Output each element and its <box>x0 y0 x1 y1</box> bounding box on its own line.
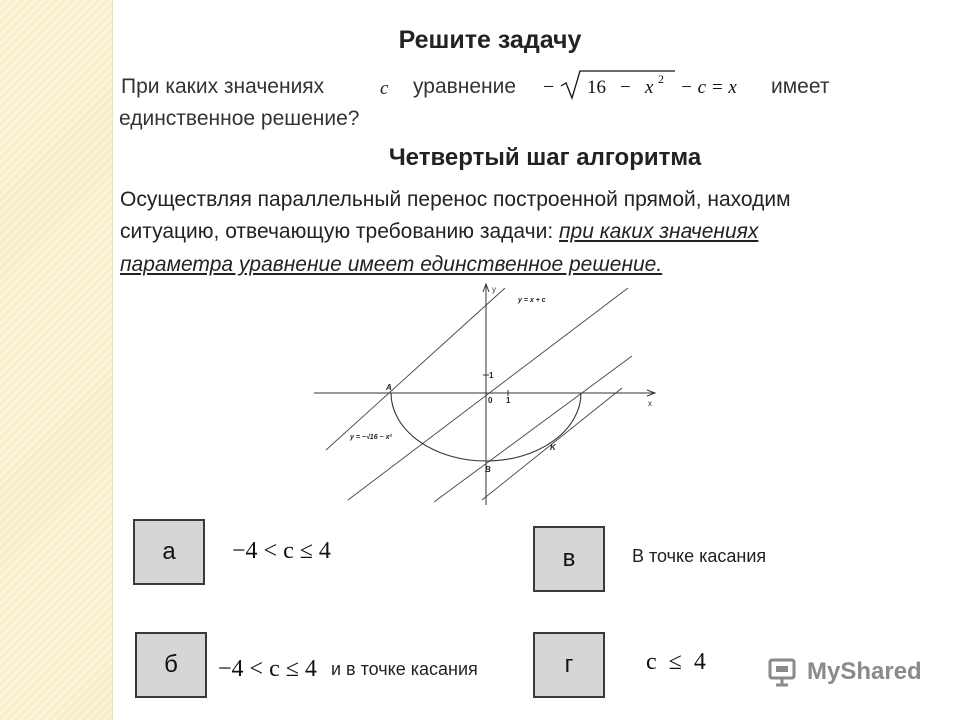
equation-exp: 2 <box>658 72 664 86</box>
paragraph-line2-plain: ситуацию, отвечающую требованию задачи: <box>120 220 559 243</box>
equation-formula <box>541 68 769 102</box>
option-a-math: −4 < c ≤ 4 <box>232 538 331 564</box>
question-part1: При каких значениях <box>121 75 325 98</box>
equation-sqrt-const: 16 <box>587 77 606 98</box>
option-b-math: −4 < c ≤ 4 <box>218 656 317 682</box>
equation-minus2: − <box>620 77 631 98</box>
option-g-button[interactable]: г <box>533 632 605 698</box>
question-line2: единственное решение? <box>119 107 360 130</box>
x-axis-symbol: x <box>648 399 652 408</box>
equation-x: x <box>645 77 654 98</box>
watermark-text: MyShared <box>807 658 922 685</box>
origin-label: 0 <box>488 396 493 405</box>
option-b-button[interactable]: б <box>135 632 207 698</box>
equation-rest: − c = x <box>680 77 737 98</box>
equation-minus: − <box>543 76 555 98</box>
option-b-text: и в точке касания <box>331 659 478 679</box>
option-g-math: c ≤ 4 <box>646 649 706 675</box>
paragraph-line2-underlined: при каких значениях <box>559 220 759 243</box>
decorative-side-bar <box>0 0 113 720</box>
presentation-icon <box>767 657 801 687</box>
graph-figure <box>310 280 660 510</box>
point-b-label: B <box>485 465 491 474</box>
line-equation-label: y = x + c <box>518 297 546 304</box>
line-c-tangent-lower <box>434 356 632 502</box>
point-a-label: A <box>386 383 392 392</box>
point-k-label: K <box>550 443 556 452</box>
paragraph-line2 <box>120 220 758 244</box>
option-a-button[interactable]: а <box>133 519 205 585</box>
paragraph-line3: параметра уравнение имеет единственное решение. <box>120 253 663 276</box>
y-tick-label: 1 <box>489 371 494 380</box>
step-title: Четвертый шаг алгоритма <box>388 144 702 171</box>
curve-equation-label: y = −√16 − x² <box>350 434 392 441</box>
question-word-equation: уравнение <box>413 75 517 98</box>
question-part2: имеет <box>771 75 830 98</box>
paragraph-line1: Осуществляя параллельный перенос построенной прямой, находим <box>120 188 791 211</box>
option-v-text: В точке касания <box>632 546 767 566</box>
question-variable: c <box>380 78 389 99</box>
line-c-upper <box>326 288 505 450</box>
y-axis-symbol: y <box>492 285 496 294</box>
option-v-button[interactable]: в <box>533 526 605 592</box>
x-tick-label: 1 <box>506 396 511 405</box>
slide-title: Решите задачу <box>398 26 582 54</box>
watermark-logo <box>767 657 922 687</box>
